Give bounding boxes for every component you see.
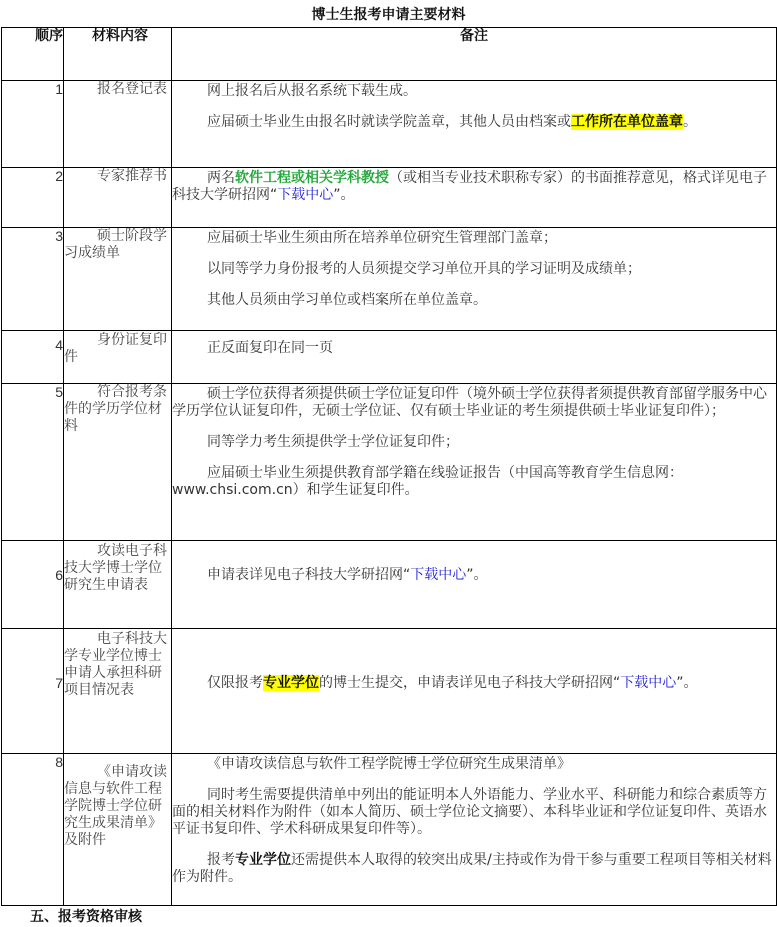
note-paragraph xyxy=(172,567,776,584)
bold-text: 专业学位 xyxy=(235,852,291,868)
table-row xyxy=(2,331,777,384)
material-name: 电子科技大学专业学位博士申请人承担科研项目情况表 xyxy=(64,629,172,754)
note-paragraph: 同时考生需要提供清单中列出的能证明本人外语能力、学业水平、科研能力和综合素质等方面的相关材料作为附件（如本人简历、硕士学位论文摘要）、本科毕业证和学位证复印件、英语水平证书复印件、学术科研成果复印件等）。 xyxy=(172,787,767,837)
note-paragraph: 网上报名后从报名系统下载生成。 xyxy=(207,83,417,99)
note-cell xyxy=(172,541,777,629)
material-name: 硕士阶段学习成绩单 xyxy=(64,228,172,331)
note-cell xyxy=(172,168,777,228)
note-paragraph: 硕士学位获得者须提供硕士学位证复印件（境外硕士学位获得者须提供教育部留学服务中心学历学位认证复印件，无硕士学位证、仅有硕士毕业证的考生须提供硕士毕业证复印件）； xyxy=(172,386,767,419)
row-number: 8 xyxy=(2,754,64,906)
row-number: 4 xyxy=(2,331,64,384)
note-cell xyxy=(172,331,777,384)
note-text: 两名 xyxy=(207,170,235,186)
note-cell xyxy=(172,228,777,331)
header-order: 顺序 xyxy=(2,28,64,81)
table-row xyxy=(2,629,777,754)
material-name: 攻读电子科技大学博士学位研究生申请表 xyxy=(64,541,172,629)
material-name: 身份证复印件 xyxy=(64,331,172,384)
row-number: 7 xyxy=(2,629,64,754)
header-material: 材料内容 xyxy=(64,28,172,81)
row-number: 3 xyxy=(2,228,64,331)
row-number: 2 xyxy=(2,168,64,228)
note-text: 报考 xyxy=(207,852,235,868)
material-name: 符合报考条件的学历学位材料 xyxy=(64,384,172,541)
note-paragraph xyxy=(172,675,776,692)
highlighted-text: 专业学位 xyxy=(263,675,319,691)
note-paragraph: 应届硕士毕业生须由所在培养单位研究生管理部门盖章； xyxy=(207,230,557,246)
note-text: ”。 xyxy=(466,567,488,583)
note-paragraph: 同等学力考生须提供学士学位证复印件； xyxy=(207,434,459,450)
table-row xyxy=(2,541,777,629)
table-header-row xyxy=(2,28,777,81)
note-paragraph: 其他人员须由学习单位或档案所在单位盖章。 xyxy=(207,292,487,308)
document-title: 博士生报考申请主要材料 xyxy=(311,7,466,23)
note-paragraph: 《申请攻读信息与软件工程学院博士学位研究生成果清单》 xyxy=(207,756,571,772)
table-row xyxy=(2,81,777,168)
download-center-link[interactable]: 下载中心 xyxy=(277,187,334,203)
header-note: 备注 xyxy=(172,28,777,81)
green-emphasis-text: 软件工程或相关学科教授 xyxy=(235,170,389,186)
note-text: 的博士生提交，申请表详见电子科技大学研招网“ xyxy=(319,675,621,691)
note-text: ”。 xyxy=(333,187,355,203)
highlighted-text: 工作所在单位盖章 xyxy=(571,114,683,130)
note-paragraph: 应届硕士毕业生须提供教育部学籍在线验证报告（中国高等教育学生信息网：www.chsi.com.cn）和学生证复印件。 xyxy=(172,465,683,498)
download-center-link[interactable]: 下载中心 xyxy=(410,567,467,583)
note-text: ”。 xyxy=(676,675,698,691)
note-paragraph: 正反面复印在同一页 xyxy=(207,340,333,356)
note-paragraph xyxy=(172,852,776,886)
row-number: 6 xyxy=(2,541,64,629)
note-paragraph: 以同等学力身份报考的人员须提交学习单位开具的学习证明及成绩单； xyxy=(207,261,641,277)
note-text: 应届硕士毕业生由报名时就读学院盖章，其他人员由档案或 xyxy=(207,114,571,130)
note-text: （或相当专业技术职称专家）的书面推荐意见，格式详见电子科技大学研招网“ xyxy=(172,170,767,203)
note-text: 仅限报考 xyxy=(207,675,263,691)
note-text: 。 xyxy=(683,114,697,130)
table-row xyxy=(2,168,777,228)
download-center-link[interactable]: 下载中心 xyxy=(620,675,677,691)
table-row xyxy=(2,228,777,331)
row-number: 5 xyxy=(2,384,64,541)
note-text: 申请表详见电子科技大学研招网“ xyxy=(207,567,411,583)
material-name: 《申请攻读信息与软件工程学院博士学位研究生成果清单》及附件 xyxy=(64,754,172,906)
material-name: 报名登记表 xyxy=(64,81,172,168)
next-section-heading: 五、报考资格审核 xyxy=(30,909,142,925)
note-cell xyxy=(172,81,777,168)
table-row xyxy=(2,754,777,906)
table-row xyxy=(2,384,777,541)
note-cell xyxy=(172,629,777,754)
note-cell xyxy=(172,754,777,906)
note-paragraph xyxy=(172,170,776,204)
note-paragraph xyxy=(172,114,776,131)
note-text: 还需提供本人取得的较突出成果/主持或作为骨干参与重要工程项目等相关材料作为附件。 xyxy=(172,852,772,885)
materials-table xyxy=(1,27,777,906)
row-number: 1 xyxy=(2,81,64,168)
note-cell xyxy=(172,384,777,541)
material-name: 专家推荐书 xyxy=(64,168,172,228)
